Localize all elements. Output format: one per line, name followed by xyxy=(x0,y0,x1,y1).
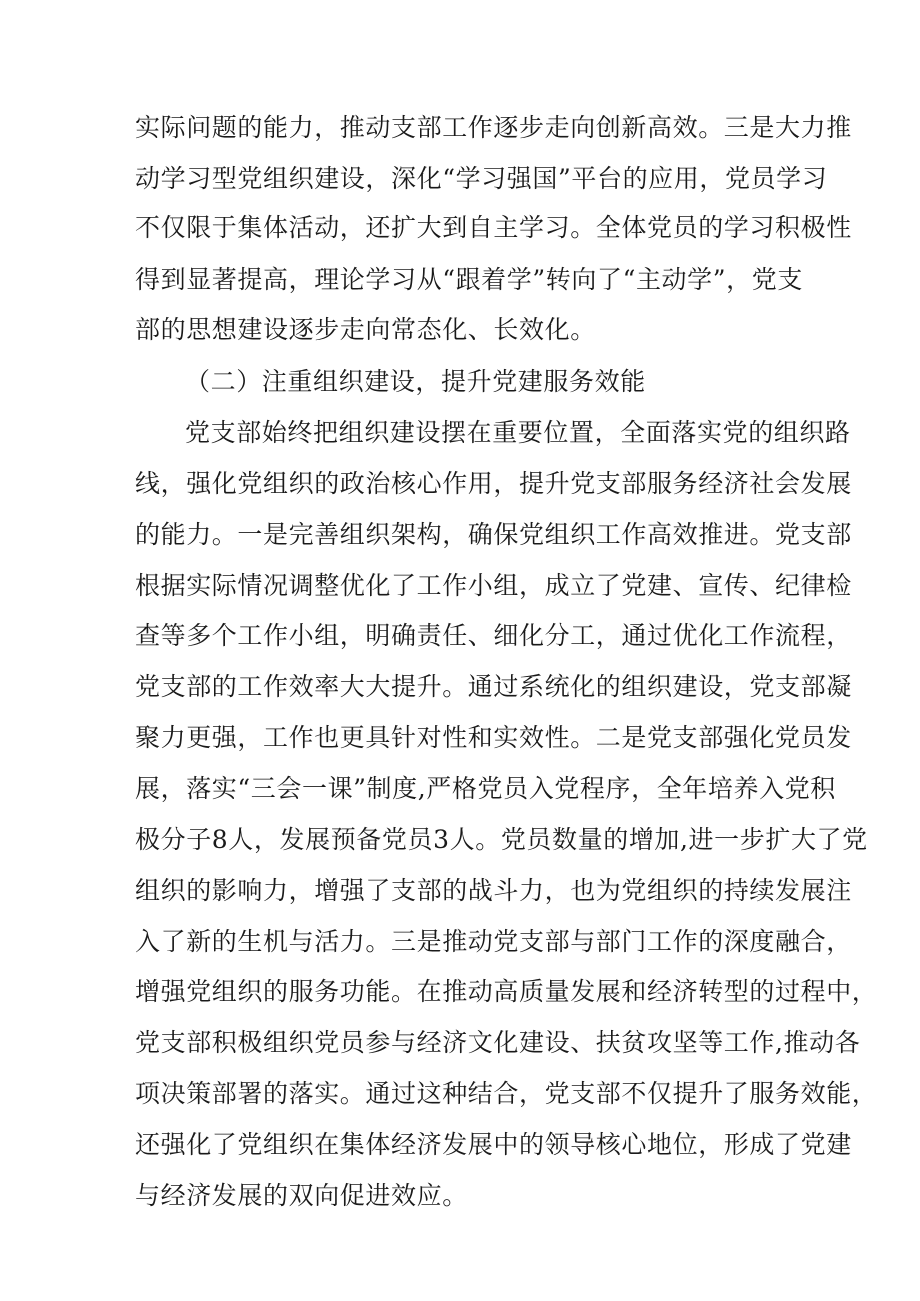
paragraph-2-line-10: 组织的影响力，增强了支部的战斗力，也为党组织的持续发展注 xyxy=(135,876,852,905)
paragraph-2-line-8: 展，落实“三会一课”制度,严格党员入党程序，全年培养入党积 xyxy=(135,774,836,803)
paragraph-1-line-3: 不仅限于集体活动，还扩大到自主学习。全体党员的学习积极性 xyxy=(135,213,852,242)
paragraph-2-line-1: 党支部始终把组织建设摆在重要位置，全面落实党的组织路 xyxy=(185,418,851,447)
paragraph-2-line-12: 增强党组织的服务功能。在推动高质量发展和经济转型的过程中， xyxy=(135,977,878,1006)
paragraph-2-line-9: 极分子8人，发展预备党员3人。党员数量的增加,进一步扩大了党 xyxy=(135,825,868,854)
paragraph-1-line-1: 实际问题的能力，推动支部工作逐步走向创新高效。三是大力推 xyxy=(135,113,852,142)
paragraph-2-line-6: 党支部的工作效率大大提升。通过系统化的组织建设，党支部凝 xyxy=(135,672,852,701)
paragraph-2-line-2: 线，强化党组织的政治核心作用，提升党支部服务经济社会发展 xyxy=(135,469,852,498)
section-heading: （二）注重组织建设，提升党建服务效能 xyxy=(185,367,646,396)
paragraph-2-line-16: 与经济发展的双向促进效应。 xyxy=(135,1181,468,1210)
paragraph-1-line-5: 部的思想建设逐步走向常态化、长效化。 xyxy=(135,315,596,344)
paragraph-2-line-13: 党支部积极组织党员参与经济文化建设、扶贫攻坚等工作,推动各 xyxy=(135,1028,861,1057)
paragraph-2-line-3: 的能力。一是完善组织架构，确保党组织工作高效推进。党支部 xyxy=(135,520,852,549)
paragraph-2-line-15: 还强化了党组织在集体经济发展中的领导核心地位，形成了党建 xyxy=(135,1130,852,1159)
paragraph-2-line-7: 聚力更强，工作也更具针对性和实效性。二是党支部强化党员发 xyxy=(135,723,852,752)
paragraph-2-line-11: 入了新的生机与活力。三是推动党支部与部门工作的深度融合， xyxy=(135,927,852,956)
paragraph-2-line-14: 项决策部署的落实。通过这种结合，党支部不仅提升了服务效能， xyxy=(135,1079,878,1108)
paragraph-2-line-5: 查等多个工作小组，明确责任、细化分工，通过优化工作流程， xyxy=(135,621,852,650)
paragraph-1-line-4: 得到显著提高，理论学习从“跟着学”转向了“主动学”，党支 xyxy=(135,265,803,294)
paragraph-1-line-2: 动学习型党组织建设，深化“学习强国”平台的应用，党员学习 xyxy=(135,164,828,193)
paragraph-2-line-4: 根据实际情况调整优化了工作小组，成立了党建、宣传、纪律检 xyxy=(135,571,852,600)
